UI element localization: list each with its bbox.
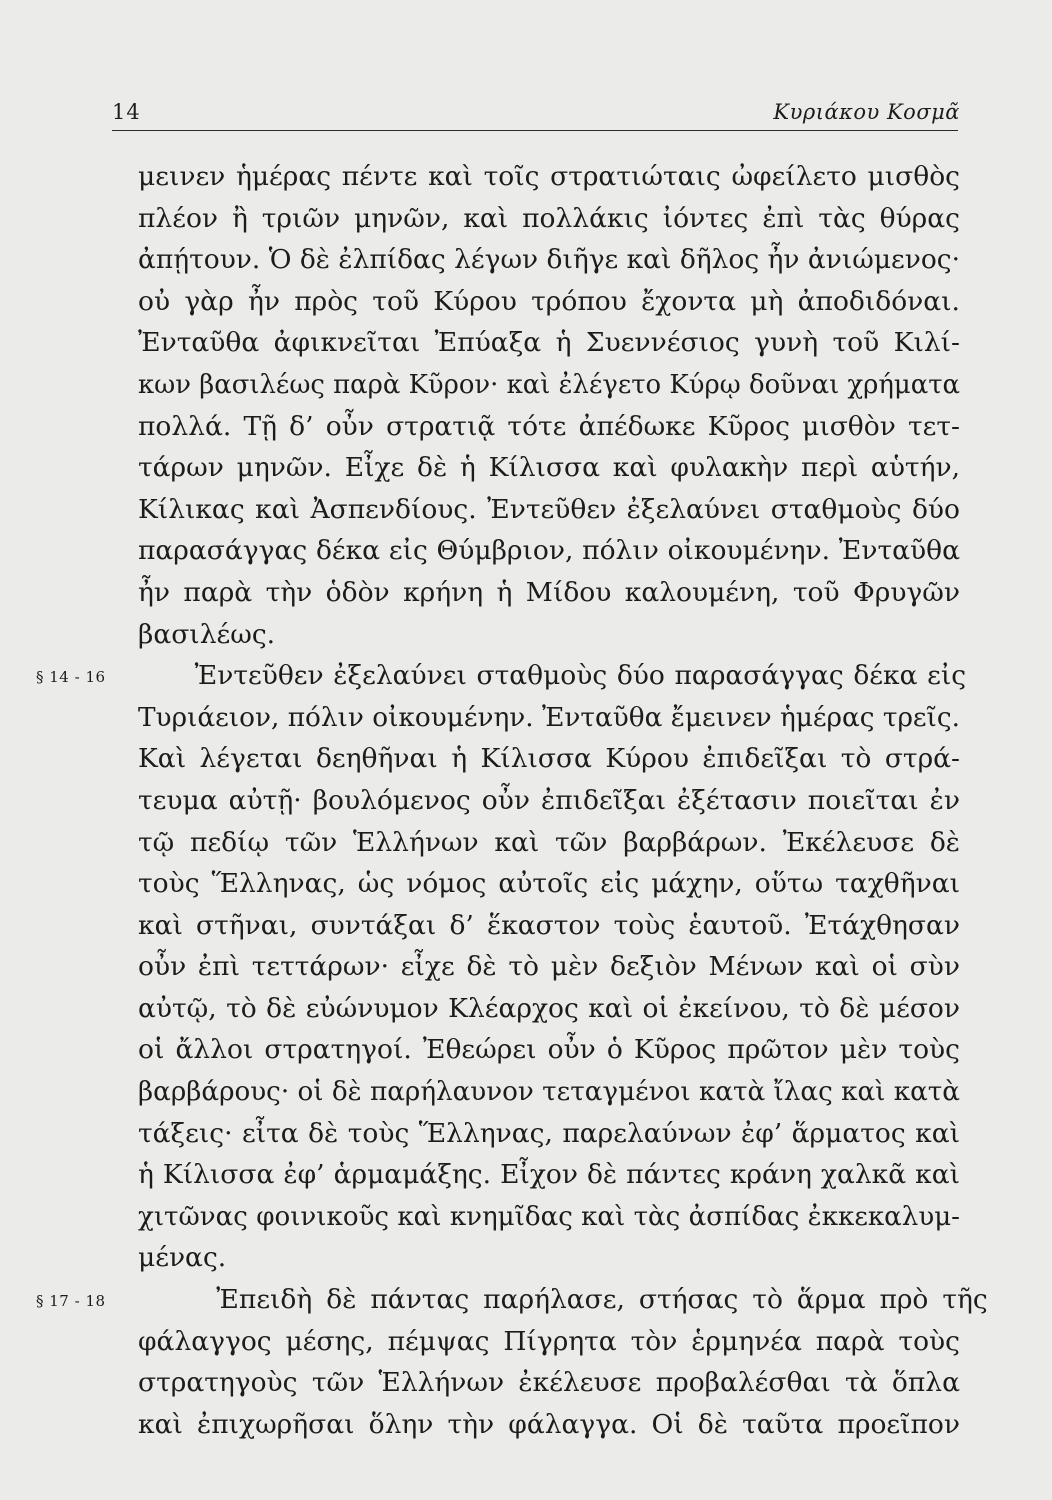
text-line (138, 863, 968, 905)
text-line-content: ἀπῄτουν. Ὁ δὲ ἐλπίδας λέγων διῆγε καὶ δῆλος ἦν ἀνιώμενος· (138, 244, 960, 276)
text-line-content: τάρων μηνῶν. Εἶχε δὲ ἡ Κίλισσα καὶ φυλακὴν περὶ αὑτήν, (138, 452, 960, 484)
margin-section-reference: § 17 - 18 (36, 1292, 106, 1311)
text-line (138, 1404, 968, 1446)
text-line-content: οὐ γὰρ ἦν πρὸς τοῦ Κύρου τρόπου ἔχοντα μὴ ἀποδιδόναι. (138, 285, 960, 317)
text-line (138, 946, 968, 988)
text-line (138, 905, 968, 947)
text-line (138, 1071, 968, 1113)
text-line-content: πολλά. Τῇ δ’ οὖν στρατιᾷ τότε ἀπέδωκε Κῦρος μισθὸν τετ- (138, 410, 960, 442)
text-line (138, 822, 968, 864)
text-line-content: τευμα αὐτῇ· βουλόμενος οὖν ἐπιδεῖξαι ἐξέτασιν ποιεῖται ἐν (138, 784, 960, 816)
body-text (36, 156, 988, 1445)
text-line-content: στρατηγοὺς τῶν Ἑλλήνων ἐκέλευσε προβαλέσθαι τὰ ὅπλα (138, 1367, 960, 1399)
text-line (138, 322, 968, 364)
text-line-content: τάξεις· εἶτα δὲ τοὺς Ἕλληνας, παρελαύνων ἐφ’ ἅρματος καὶ (138, 1117, 960, 1149)
margin-section-reference: § 14 - 16 (36, 668, 106, 687)
text-line (138, 198, 968, 240)
text-line (138, 1196, 968, 1238)
text-line (138, 447, 968, 489)
text-line-content: φάλαγγος μέσης, πέμψας Πίγρητα τὸν ἑρμηνέα παρὰ τοὺς (138, 1325, 960, 1357)
text-line (138, 1029, 968, 1071)
text-line-content: τῷ πεδίῳ τῶν Ἑλλήνων καὶ τῶν βαρβάρων. Ἐκέλευσε δὲ (138, 826, 960, 858)
text-line-content: καὶ στῆναι, συντάξαι δ’ ἕκαστον τοὺς ἑαυτοῦ. Ἐτάχθησαν (138, 909, 960, 941)
text-line-content: ἡ Κίλισσα ἐφ’ ἁρμαμάξης. Εἶχον δὲ πάντες κράνη χαλκᾶ καὶ (138, 1159, 960, 1191)
text-line-content: Κίλικας καὶ Ἀσπενδίους. Ἐντεῦθεν ἐξελαύνει σταθμοὺς δύο (138, 493, 960, 525)
text-line (138, 489, 968, 531)
text-line-content: Ἐντεῦθεν ἐξελαύνει σταθμοὺς δύο παρασάγγας δέκα εἰς (138, 660, 967, 692)
text-line-content: μεινεν ἡμέρας πέντε καὶ τοῖς στρατιώταις ὠφείλετο μισθὸς (138, 161, 960, 192)
page-number: 14 (112, 100, 141, 124)
text-line-content: ἦν παρὰ τὴν ὁδὸν κρήνη ἡ Μίδου καλουμένη, τοῦ Φρυγῶν (138, 576, 960, 608)
text-line (138, 1321, 968, 1363)
running-head: Κυριάκου Κοσμᾶ (773, 100, 960, 124)
text-line-content: κων βασιλέως παρὰ Κῦρον· καὶ ἐλέγετο Κύρῳ δοῦναι χρήματα (138, 368, 960, 400)
text-line-content: Ἐπειδὴ δὲ πάντας παρήλασε, στήσας τὸ ἅρμα πρὸ τῆς (138, 1284, 988, 1316)
text-line (138, 1154, 968, 1196)
text-line (138, 156, 968, 198)
text-line (138, 1362, 968, 1404)
text-line (36, 655, 968, 697)
text-line (138, 697, 968, 739)
text-line (138, 738, 968, 780)
text-line-content: Καὶ λέγεται δεηθῆναι ἡ Κίλισσα Κύρου ἐπιδεῖξαι τὸ στρά- (138, 743, 960, 775)
text-line-content: τοὺς Ἕλληνας, ὡς νόμος αὐτοῖς εἰς μάχην, οὕτω ταχθῆναι (138, 868, 960, 900)
text-line (36, 1279, 988, 1321)
text-line (138, 281, 968, 323)
text-line (138, 530, 968, 572)
text-line-content: βασιλέως. (138, 618, 276, 650)
text-line-content: βαρβάρους· οἱ δὲ παρήλαυνον τεταγμένοι κατὰ ἴλας καὶ κατὰ (138, 1076, 960, 1108)
text-line (138, 239, 968, 281)
text-line (138, 1113, 968, 1155)
text-line-content: Ἐνταῦθα ἀφικνεῖται Ἐπύαξα ἡ Συεννέσιος γυνὴ τοῦ Κιλί- (138, 327, 960, 359)
text-line-content: πλέον ἢ τριῶν μηνῶν, καὶ πολλάκις ἰόντες ἐπὶ τὰς θύρας (138, 202, 960, 234)
text-line (138, 1237, 968, 1279)
header-rule (112, 130, 958, 131)
text-line (138, 780, 968, 822)
text-line-content: οἱ ἄλλοι στρατηγοί. Ἐθεώρει οὖν ὁ Κῦρος πρῶτον μὲν τοὺς (138, 1034, 960, 1066)
text-line (138, 572, 968, 614)
text-line-content: χιτῶνας φοινικοῦς καὶ κνημῖδας καὶ τὰς ἀσπίδας ἐκκεκαλυμ- (138, 1200, 960, 1232)
text-line (138, 364, 968, 406)
text-line-content: παρασάγγας δέκα εἰς Θύμβριον, πόλιν οἰκουμένην. Ἐνταῦθα (138, 535, 960, 567)
text-line (138, 406, 968, 448)
text-line (138, 614, 968, 656)
text-line-content: καὶ ἐπιχωρῆσαι ὅλην τὴν φάλαγγα. Οἱ δὲ ταῦτα προεῖπον (138, 1408, 960, 1440)
text-line (138, 988, 968, 1030)
text-line-content: μένας. (138, 1242, 227, 1274)
text-line-content: οὖν ἐπὶ τεττάρων· εἶχε δὲ τὸ μὲν δεξιὸν Μένων καὶ οἱ σὺν (138, 951, 960, 983)
text-line-content: αὐτῷ, τὸ δὲ εὐώνυμον Κλέαρχος καὶ οἱ ἐκείνου, τὸ δὲ μέσον (138, 992, 960, 1024)
text-line-content: Τυριάειον, πόλιν οἰκουμένην. Ἐνταῦθα ἔμεινεν ἡμέρας τρεῖς. (138, 701, 960, 733)
